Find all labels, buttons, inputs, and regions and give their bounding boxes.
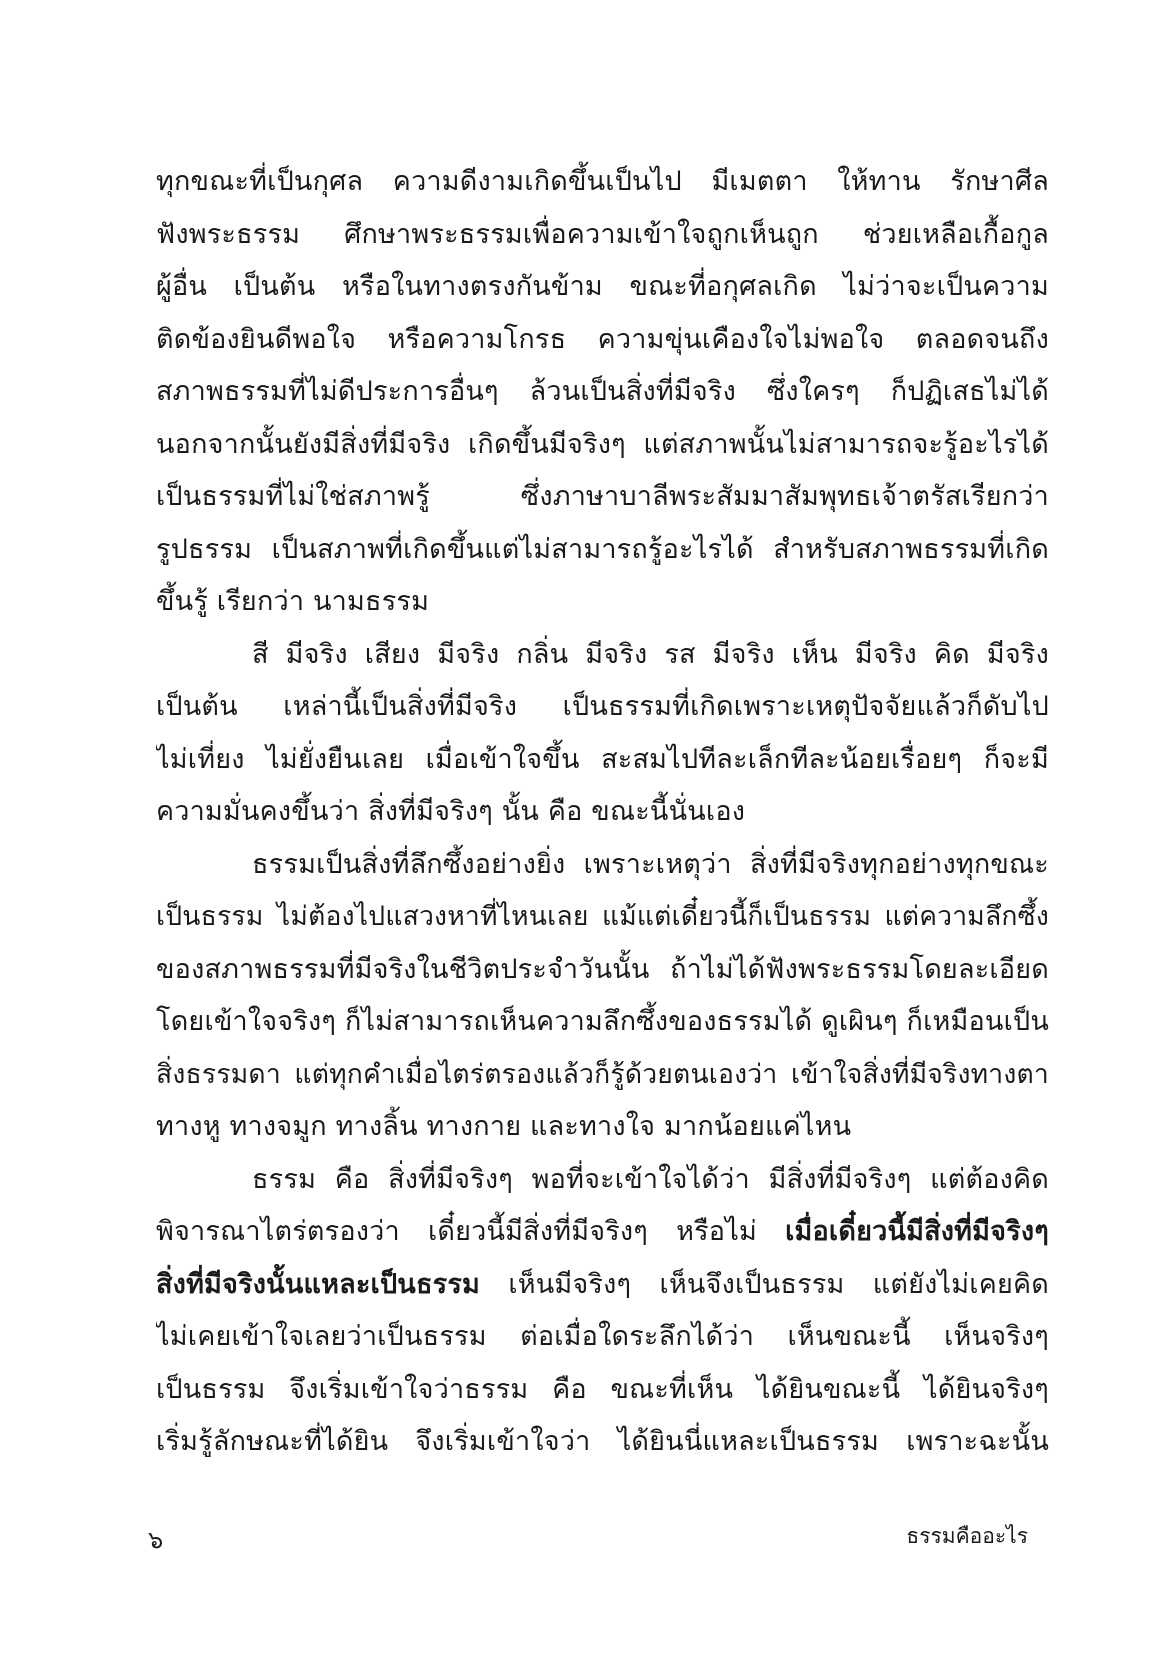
text-line: ไม่เคยเข้าใจเลยว่าเป็นธรรม ต่อเมื่อใดระลึกได้ว่า เห็นขณะนี้ เห็นจริงๆ — [156, 1321, 1049, 1352]
text-line-mixed — [156, 1206, 1049, 1259]
text-line: ความมั่นคงขึ้นว่า สิ่งที่มีจริงๆ นั้น คือ ขณะนี้นั่นเอง — [156, 796, 746, 827]
text-line: เป็นต้น เหล่านี้เป็นสิ่งที่มีจริง เป็นธรรมที่เกิดเพราะเหตุปัจจัยแล้วก็ดับไป — [156, 691, 1049, 722]
text-line: ทุกขณะที่เป็นกุศล ความดีงามเกิดขึ้นเป็นไป มีเมตตา ให้ทาน รักษาศีล — [156, 166, 1049, 197]
text-line: โดยเข้าใจจริงๆ ก็ไม่สามารถเห็นความลึกซึ้งของธรรมได้ ดูเผินๆ ก็เหมือนเป็น — [156, 1006, 1049, 1037]
text-line: ขึ้นรู้ เรียกว่า นามธรรม — [156, 586, 430, 617]
text-normal: เห็นมีจริงๆ เห็นจึงเป็นธรรม แต่ยังไม่เคยคิด — [480, 1268, 1049, 1300]
text-line: เป็นธรรมที่ไม่ใช่สภาพรู้ ซึ่งภาษาบาลีพระสัมมาสัมพุทธเจ้าตรัสเรียกว่า — [156, 481, 1049, 512]
text-line: รูปธรรม เป็นสภาพที่เกิดขึ้นแต่ไม่สามารถรู้อะไรได้ สำหรับสภาพธรรมที่เกิด — [156, 533, 1049, 565]
text-line: สภาพธรรมที่ไม่ดีประการอื่นๆ ล้วนเป็นสิ่งที่มีจริง ซึ่งใครๆ ก็ปฏิเสธไม่ได้ — [156, 376, 1049, 407]
text-line: เริ่มรู้ลักษณะที่ได้ยิน จึงเริ่มเข้าใจว่า ได้ยินนี่แหละเป็นธรรม เพราะฉะนั้น — [156, 1426, 1049, 1457]
text-line: นอกจากนั้นยังมีสิ่งที่มีจริง เกิดขึ้นมีจริงๆ แต่สภาพนั้นไม่สามารถจะรู้อะไรได้ — [156, 428, 1049, 460]
text-line: เป็นธรรม ไม่ต้องไปแสวงหาที่ไหนเลย แม้แต่เดี๋ยวนี้ก็เป็นธรรม แต่ความลึกซึ้ง — [156, 901, 1049, 932]
text-line: สิ่งธรรมดา แต่ทุกคำเมื่อไตร่ตรองแล้วก็รู้ด้วยตนเองว่า เข้าใจสิ่งที่มีจริงทางตา — [156, 1058, 1049, 1090]
text-line: ธรรมเป็นสิ่งที่ลึกซึ้งอย่างยิ่ง เพราะเหตุว่า สิ่งที่มีจริงทุกอย่างทุกขณะ — [252, 848, 1049, 880]
text-line-mixed — [156, 1259, 1049, 1312]
text-bold: เมื่อเดี๋ยวนี้มีสิ่งที่มีจริงๆ — [785, 1216, 1049, 1247]
book-title: ธรรมคืออะไร — [906, 1524, 1028, 1548]
text-line: ธรรม คือ สิ่งที่มีจริงๆ พอที่จะเข้าใจได้ว่า มีสิ่งที่มีจริงๆ แต่ต้องคิด — [252, 1163, 1049, 1195]
text-line: ไม่เที่ยง ไม่ยั่งยืนเลย เมื่อเข้าใจขึ้น สะสมไปทีละเล็กทีละน้อยเรื่อยๆ ก็จะมี — [156, 743, 1049, 775]
page-footer — [148, 1520, 1028, 1560]
text-bold: สิ่งที่มีจริงนั้นแหละเป็นธรรม — [156, 1268, 481, 1300]
text-line: ผู้อื่น เป็นต้น หรือในทางตรงกันข้าม ขณะที่อกุศลเกิด ไม่ว่าจะเป็นความ — [156, 271, 1049, 302]
text-line: ของสภาพธรรมที่มีจริงในชีวิตประจำวันนั้น ถ้าไม่ได้ฟังพระธรรมโดยละเอียด — [156, 953, 1049, 985]
text-normal: พิจารณาไตร่ตรองว่า เดี๋ยวนี้มีสิ่งที่มีจริงๆ หรือไม่ — [156, 1216, 786, 1247]
text-line: ฟังพระธรรม ศึกษาพระธรรมเพื่อความเข้าใจถูกเห็นถูก ช่วยเหลือเกื้อกูล — [156, 218, 1049, 250]
text-line: ติดข้องยินดีพอใจ หรือความโกรธ ความขุ่นเคืองใจไม่พอใจ ตลอดจนถึง — [156, 323, 1049, 355]
page-number: ๖ — [148, 1526, 164, 1554]
text-line: สี มีจริง เสียง มีจริง กลิ่น มีจริง รส มีจริง เห็น มีจริง คิด มีจริง — [252, 638, 1049, 670]
body-text — [156, 156, 1049, 1469]
text-line: ทางหู ทางจมูก ทางลิ้น ทางกาย และทางใจ มากน้อยแค่ไหน — [156, 1111, 852, 1142]
text-line: เป็นธรรม จึงเริ่มเข้าใจว่าธรรม คือ ขณะที่เห็น ได้ยินขณะนี้ ได้ยินจริงๆ — [156, 1373, 1049, 1405]
